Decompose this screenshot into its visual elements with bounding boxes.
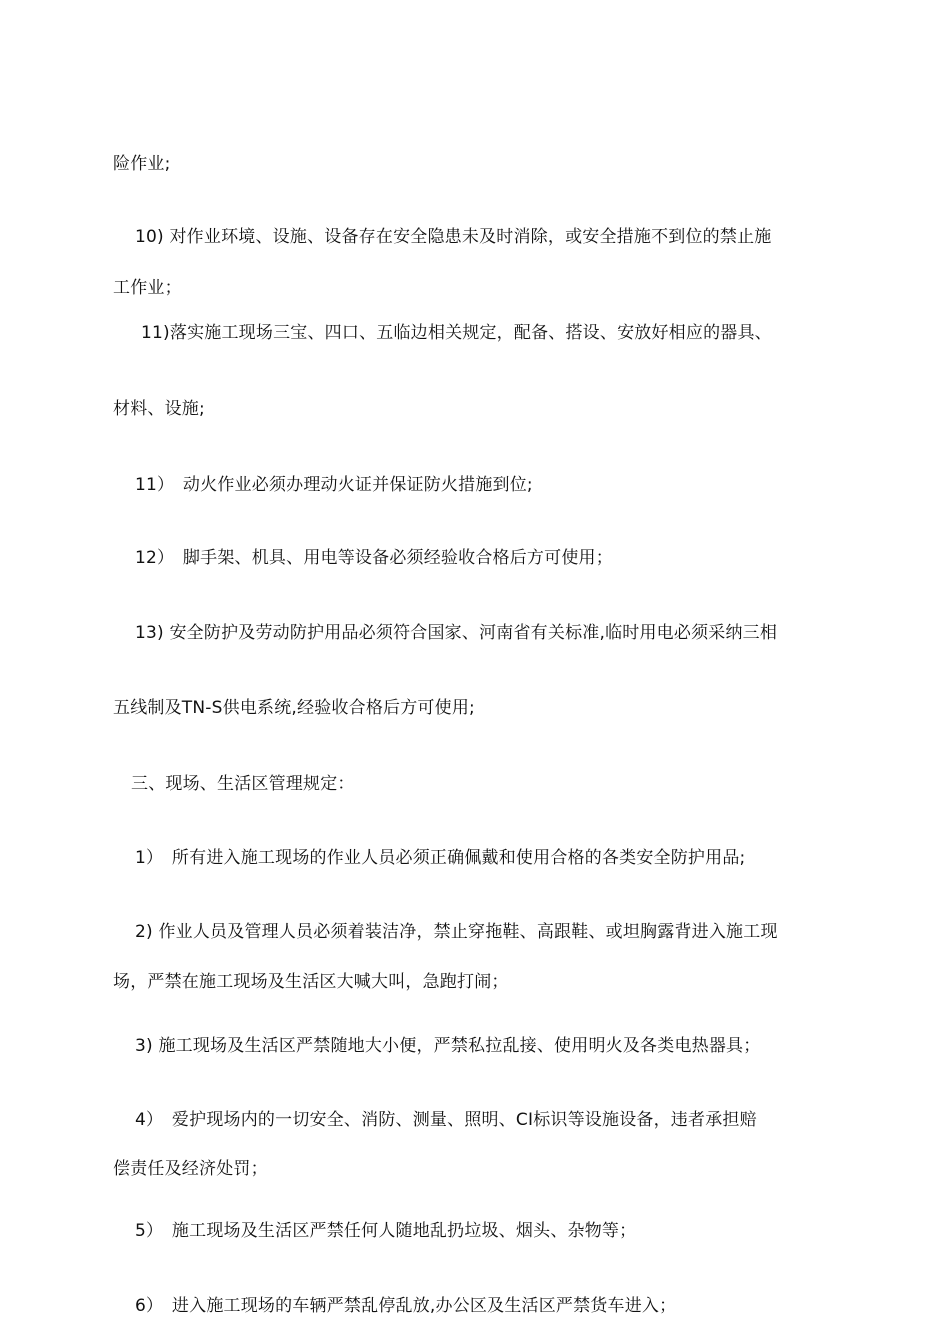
text-line: 材料、设施; bbox=[113, 399, 205, 419]
text-line: 2) 作业人员及管理人员必须着装洁净，禁止穿拖鞋、高跟鞋、或坦胸露背进入施工现 bbox=[135, 922, 778, 942]
text-line: 6） 进入施工现场的车辆严禁乱停乱放,办公区及生活区严禁货车进入； bbox=[135, 1296, 677, 1316]
text-line: 3) 施工现场及生活区严禁随地大小便，严禁私拉乱接、使用明火及各类电热器具； bbox=[135, 1036, 761, 1056]
text-line: 12） 脚手架、机具、用电等设备必须经验收合格后方可使用； bbox=[135, 548, 613, 568]
text-line: 偿责任及经济处罚； bbox=[113, 1159, 268, 1179]
text-line: 4） 爱护现场内的一切安全、消防、测量、照明、CI标识等设施设备，违者承担赔 bbox=[135, 1110, 757, 1130]
text-line: 11） 动火作业必须办理动火证并保证防火措施到位; bbox=[135, 475, 533, 495]
text-line: 5） 施工现场及生活区严禁任何人随地乱扔垃圾、烟头、杂物等； bbox=[135, 1221, 637, 1241]
text-line: 10) 对作业环境、设施、设备存在安全隐患未及时消除，或安全措施不到位的禁止施 bbox=[135, 227, 772, 247]
text-line: 工作业； bbox=[113, 278, 182, 298]
text-line: 13) 安全防护及劳动防护用品必须符合国家、河南省有关标准,临时用电必须采纳三相 bbox=[135, 623, 778, 643]
text-line: 1） 所有进入施工现场的作业人员必须正确佩戴和使用合格的各类安全防护用品; bbox=[135, 848, 746, 868]
section-heading: 三、现场、生活区管理规定： bbox=[131, 774, 355, 794]
text-line: 五线制及TN-S供电系统,经验收合格后方可使用; bbox=[113, 698, 475, 718]
text-line: 险作业; bbox=[113, 154, 171, 174]
text-line: 场，严禁在施工现场及生活区大喊大叫，急跑打闹； bbox=[113, 972, 509, 992]
text-line: 11)落实施工现场三宝、四口、五临边相关规定，配备、搭设、安放好相应的器具、 bbox=[141, 323, 772, 343]
